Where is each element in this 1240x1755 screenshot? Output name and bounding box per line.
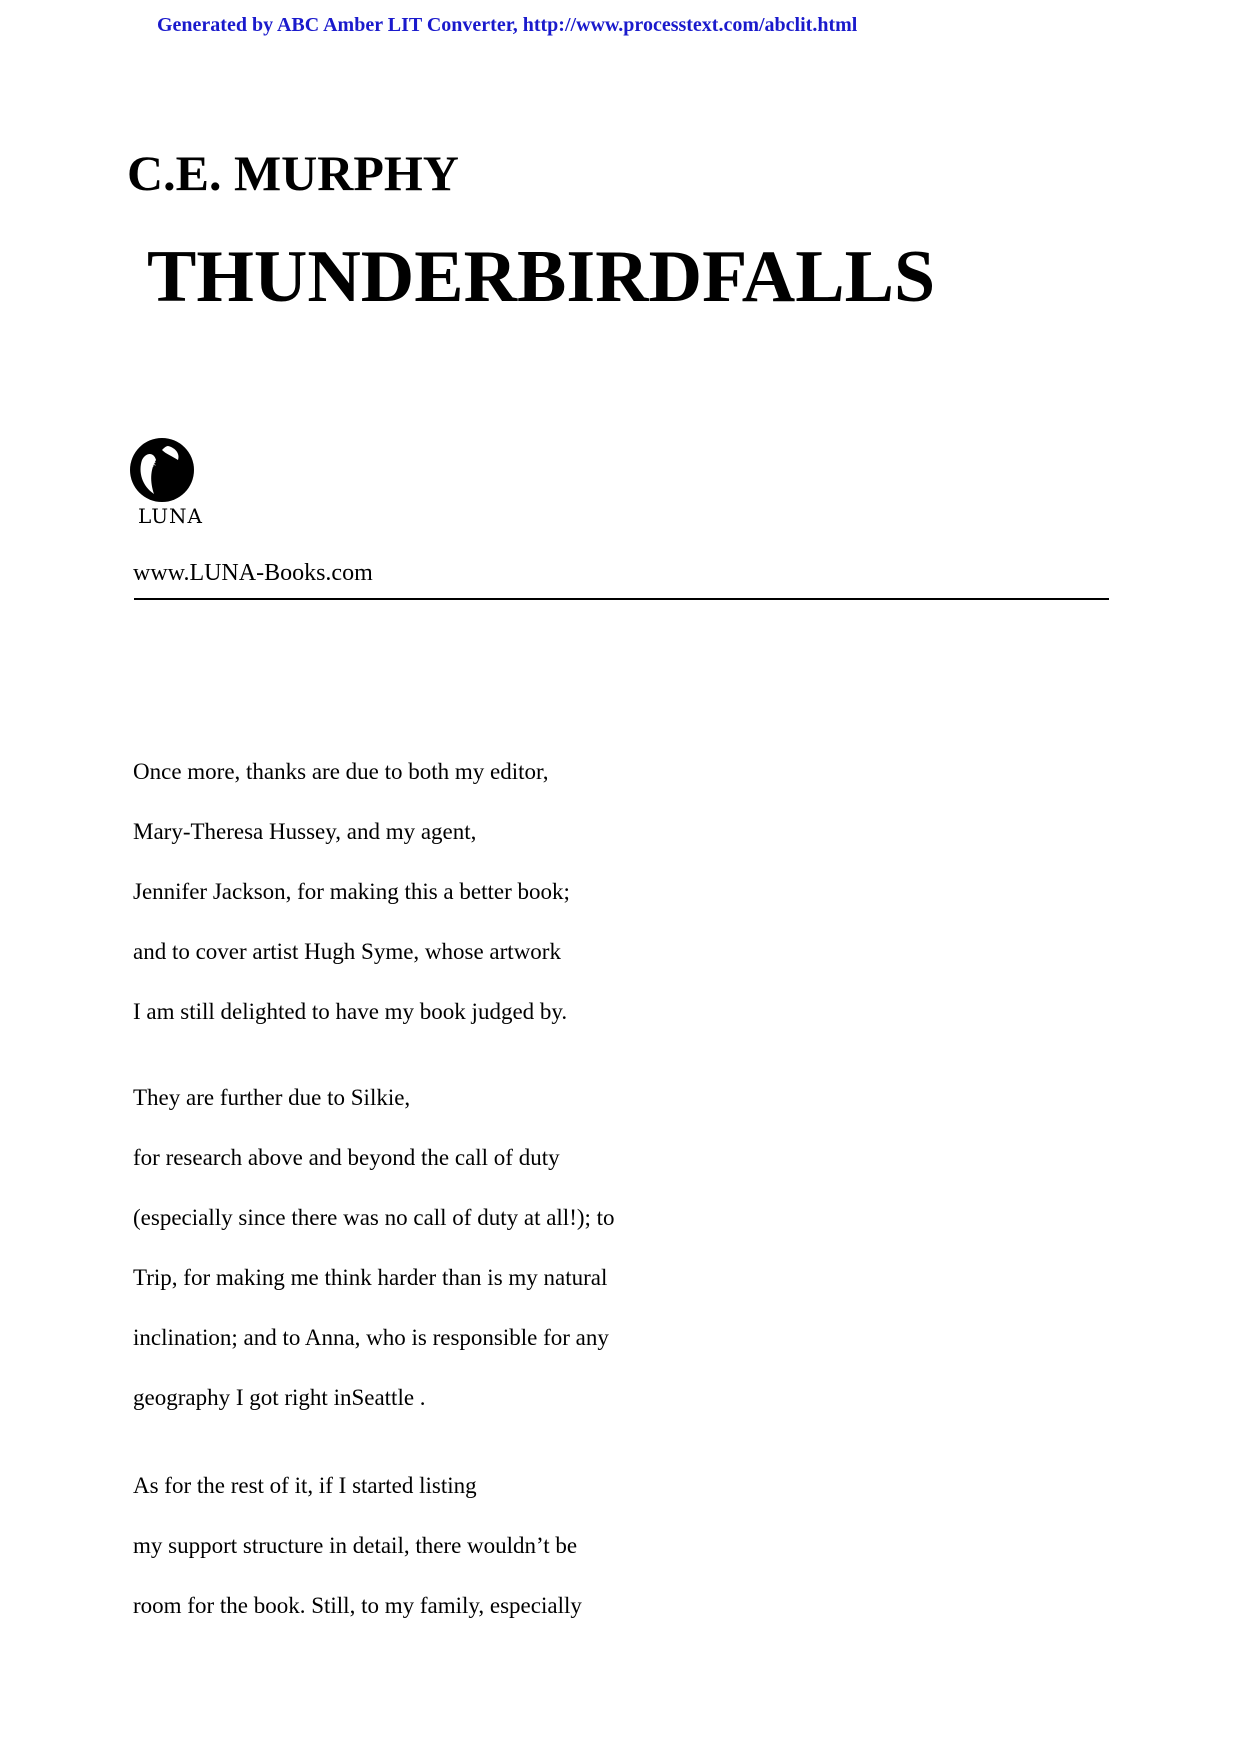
svg-text:*: * bbox=[150, 459, 156, 473]
text-line: They are further due to Silkie, bbox=[133, 1085, 411, 1110]
luna-logo bbox=[128, 436, 208, 532]
publisher-website-link[interactable]: www.LUNA-Books.com bbox=[133, 560, 373, 586]
text-line: inclination; and to Anna, who is responsible for any bbox=[133, 1325, 609, 1350]
book-title: THUNDERBIRDFALLS bbox=[147, 236, 936, 318]
author-name: C.E. MURPHY bbox=[127, 145, 459, 201]
text-line: (especially since there was no call of duty at all!); to bbox=[133, 1205, 615, 1230]
text-line: As for the rest of it, if I started listing bbox=[133, 1473, 477, 1498]
luna-moon-icon bbox=[128, 436, 196, 504]
text-line: my support structure in detail, there wouldn’t be bbox=[133, 1533, 578, 1558]
text-line: Trip, for making me think harder than is my natural bbox=[133, 1265, 608, 1290]
horizontal-rule bbox=[134, 598, 1109, 600]
text-line: Jennifer Jackson, for making this a better book; bbox=[133, 879, 570, 904]
acknowledgment-paragraph bbox=[133, 1068, 615, 1428]
converter-banner: Generated by ABC Amber LIT Converter, http://www.processtext.com/abclit.html bbox=[157, 14, 858, 36]
logo-wordmark: LUNA bbox=[138, 504, 203, 528]
acknowledgment-paragraph bbox=[133, 742, 570, 1042]
text-line: Once more, thanks are due to both my editor, bbox=[133, 759, 549, 784]
text-line: I am still delighted to have my book judged by. bbox=[133, 999, 568, 1024]
text-line: for research above and beyond the call of duty bbox=[133, 1145, 560, 1170]
text-line: room for the book. Still, to my family, especially bbox=[133, 1593, 582, 1618]
acknowledgment-paragraph bbox=[133, 1456, 582, 1636]
text-line: geography I got right inSeattle . bbox=[133, 1385, 426, 1410]
text-line: Mary-Theresa Hussey, and my agent, bbox=[133, 819, 477, 844]
text-line: and to cover artist Hugh Syme, whose artwork bbox=[133, 939, 561, 964]
